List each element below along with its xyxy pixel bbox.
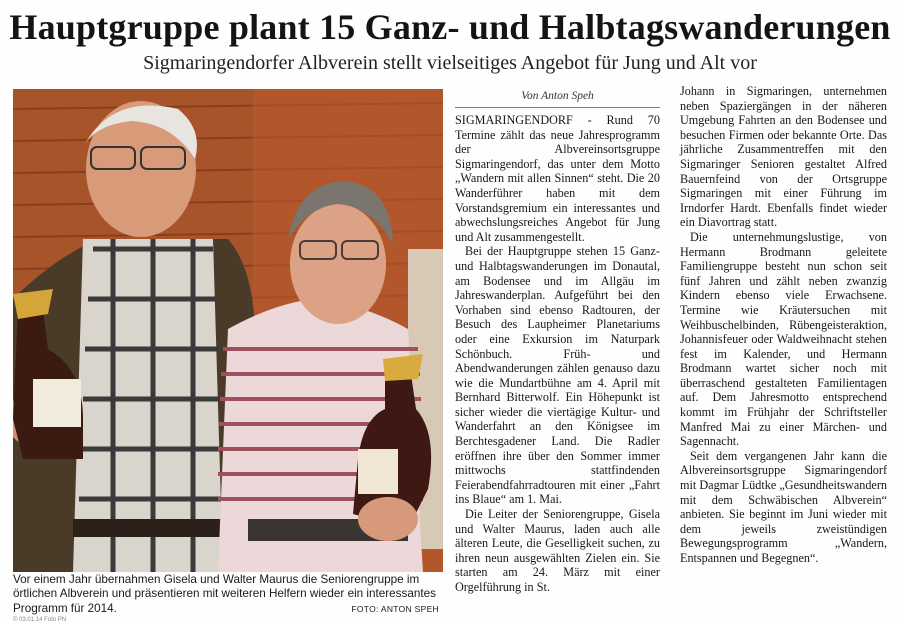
paragraph: Seit dem vergangenen Jahr kann die Albvereinsortsgruppe Sigmaringendorf mit Dagmar Lüdtke „Gesundheitswandern mit dem Schwäbischen Albverein“ anbieten. Sie beginnt im Juni wieder mit dem jeweils zweistündigen Bewegungsprogramm „Wandern, Entspannen und Begegnen“. — [680, 448, 887, 565]
byline-rule — [455, 107, 660, 108]
paragraph: Johann in Sigmaringen, unternehmen neben Spaziergängen in der näheren Umgebung Fahrten an den Bodensee und besuchen Firmen oder bekannte Orte. Das jährliche Zusammentreffen mit den Sigmaringer Senioren gestaltet Alfred Bauernfeind von der Ortsgruppe Sigmaringen mit einer Führung im Irndorfer Hardt. Ebenfalls findet wieder ein Diavortrag statt. — [680, 84, 887, 230]
paragraph: Die Leiter der Seniorengruppe, Gisela und Walter Maurus, laden auch alle älteren Leute, die Geselligkeit suchen, zu ihren neun ausgewählten Zielen ein. Sie starten am 24. März mit einer Orgelführung in St. — [455, 507, 660, 594]
article-photo — [13, 89, 443, 572]
caption-text: Vor einem Jahr übernahmen Gisela und Walter Maurus die Seniorengruppe im örtlichen Albverein und präsentieren mit weiteren Helfern wieder ein interessantes Programm für 2014. — [13, 573, 436, 615]
paragraph: Bei der Hauptgruppe stehen 15 Ganz- und Halbtagswanderungen im Donautal, am Bodensee und im Allgäu im Jahreswanderplan. Aufgeführt bei den Vorhaben sind ebenso Radtouren, der Besuch des Laupheimer Planetariums oder eine Exkursion im Naturpark Schönbuch. Früh- und Abendwanderungen zählen genauso dazu wie die Mundartbühne am 4. April mit Bernhard Bitterwolf. Ein Höhepunkt ist sicher wieder die viertägige Kultur- und Wanderfahrt an den Königsee im Berchtesgadener Land. Die Radler eröffnen ihre über den Sommer immer mittwochs stattfindenden Feierabendfahrradtouren mit einer „Fahrt ins Blaue“ am 1. Mai. — [455, 244, 660, 507]
article-subheadline: Sigmaringendorfer Albverein stellt vielseitiges Angebot für Jung und Alt vor — [143, 52, 757, 74]
byline: Von Anton Speh — [521, 90, 594, 102]
photo-credit: FOTO: ANTON SPEH — [351, 603, 439, 614]
archive-note: © 03.01.14 Foto PN — [13, 617, 67, 623]
article-column-1 — [455, 113, 660, 595]
paragraph: SIGMARINGENDORF - Rund 70 Termine zählt das neue Jahresprogramm der Albvereinsortsgruppe Sigmaringendorf, das unter dem Motto „Wandern mit allen Sinnen“ steht. Die 20 Wanderführer haben mit dem Vorstandsgremium ein interessantes und abwechslungsreiches Angebot für Jung und Alt zusammengestellt. — [455, 113, 660, 244]
article-headline: Hauptgruppe plant 15 Ganz- und Halbtagswanderungen — [9, 7, 891, 47]
photo-caption — [13, 573, 443, 616]
paragraph: Die unternehmungslustige, von Hermann Brodmann geleitete Familiengruppe besteht nun schon seit fünf Jahren und zählt neben zwanzig Kindern ebenso viele Erwachsene. Termine wie Kräutersuchen mit Weihbuschelbinden, Rübengeisteraktion, Johannisfeuer oder Waldweihnacht stehen fest im Kalender, und Hermann Brodmann wartet sicher noch mit überraschend gestalteten Familientagen auf. Dem Jahresmotto entsprechend kommt im Frühjahr der Schriftsteller Manfred Mai zu einer Märchen- und Sagennacht. — [680, 229, 887, 449]
article-column-2 — [680, 84, 887, 566]
